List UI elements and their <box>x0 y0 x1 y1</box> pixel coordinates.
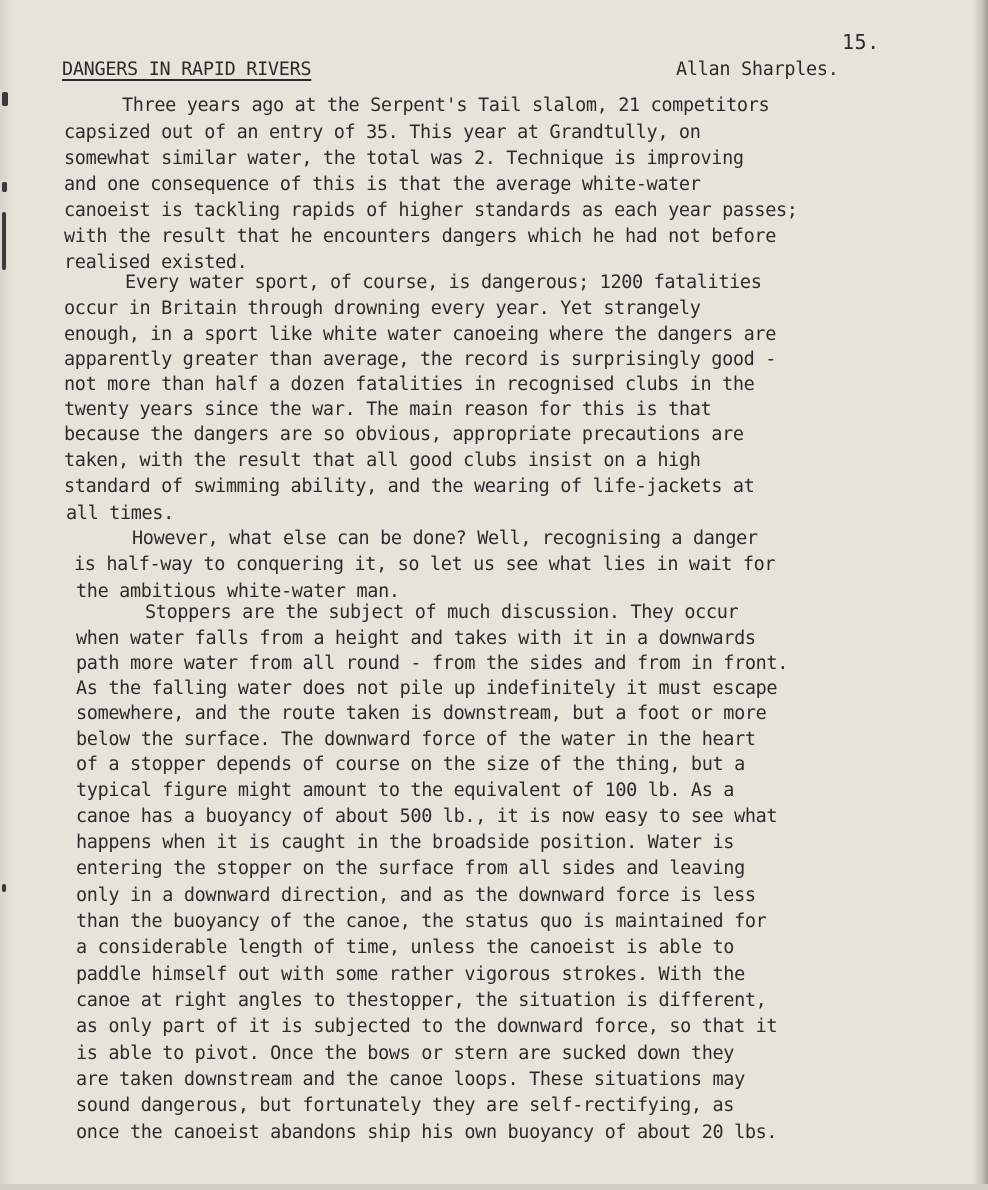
text-line: realised existed. <box>64 252 248 273</box>
page-number: 15. <box>842 30 880 54</box>
text-line: not more than half a dozen fatalities in recognised clubs in the <box>64 374 755 395</box>
text-line: twenty years since the war. The main reason for this is that <box>64 399 712 420</box>
page-bottom-edge <box>0 1184 988 1190</box>
text-line: below the surface. The downward force of the water in the heart <box>76 729 756 750</box>
text-line: Stoppers are the subject of much discussion. They occur <box>145 602 739 623</box>
text-line: happens when it is caught in the broadside position. Water is <box>76 832 735 853</box>
binding-mark <box>2 92 8 106</box>
text-line: when water falls from a height and takes with it in a downwards <box>76 628 756 649</box>
text-line: path more water from all round - from the sides and from in front. <box>76 653 789 674</box>
text-line: the ambitious white-water man. <box>76 581 400 602</box>
text-line: Every water sport, of course, is dangerous; 1200 fatalities <box>125 272 762 293</box>
text-line: with the result that he encounters dangers which he had not before <box>64 226 777 247</box>
text-line: capsized out of an entry of 35. This year at Grandtully, on <box>64 122 701 143</box>
text-line: somewhat similar water, the total was 2. Technique is improving <box>64 148 744 169</box>
text-line: are taken downstream and the canoe loops. These situations may <box>76 1069 745 1090</box>
article-author: Allan Sharples. <box>676 59 839 80</box>
text-line: and one consequence of this is that the average white-water <box>64 174 701 195</box>
binding-mark <box>2 182 7 192</box>
text-line: canoe has a buoyancy of about 500 lb., it is now easy to see what <box>76 806 778 827</box>
article-title: DANGERS IN RAPID RIVERS <box>62 59 312 80</box>
text-line: Three years ago at the Serpent's Tail slalom, 21 competitors <box>122 95 770 116</box>
text-line: a considerable length of time, unless the canoeist is able to <box>76 937 735 958</box>
text-line: typical figure might amount to the equivalent of 100 lb. As a <box>76 780 735 801</box>
text-line: is able to pivot. Once the bows or stern are sucked down they <box>76 1043 735 1064</box>
text-line: apparently greater than average, the record is surprisingly good - <box>64 349 777 370</box>
text-line: once the canoeist abandons ship his own buoyancy of about 20 lbs. <box>76 1122 778 1143</box>
text-line: only in a downward direction, and as the downward force is less <box>76 885 756 906</box>
text-line: standard of swimming ability, and the wearing of life-jackets at <box>64 476 755 497</box>
text-line: as only part of it is subjected to the downward force, so that it <box>76 1016 778 1037</box>
text-line: all times. <box>66 503 174 524</box>
text-line: canoe at right angles to thestopper, the situation is different, <box>76 990 767 1011</box>
page-edge-shadow <box>972 0 988 1190</box>
text-line: enough, in a sport like white water canoeing where the dangers are <box>64 324 777 345</box>
text-line: entering the stopper on the surface from all sides and leaving <box>76 858 745 879</box>
text-line: canoeist is tackling rapids of higher standards as each year passes; <box>64 200 798 221</box>
text-line: because the dangers are so obvious, appropriate precautions are <box>64 424 744 445</box>
text-line: However, what else can be done? Well, recognising a danger <box>132 528 758 549</box>
text-line: is half-way to conquering it, so let us see what lies in wait for <box>74 554 776 575</box>
text-line: of a stopper depends of course on the size of the thing, but a <box>76 754 745 775</box>
text-line: than the buoyancy of the canoe, the status quo is maintained for <box>76 911 767 932</box>
text-line: occur in Britain through drowning every year. Yet strangely <box>64 298 701 319</box>
left-binding-margin <box>0 0 14 1190</box>
text-line: sound dangerous, but fortunately they are self-rectifying, as <box>76 1095 735 1116</box>
text-line: somewhere, and the route taken is downstream, but a foot or more <box>76 703 767 724</box>
binding-mark <box>2 212 6 270</box>
text-line: paddle himself out with some rather vigorous strokes. With the <box>76 964 745 985</box>
text-line: As the falling water does not pile up indefinitely it must escape <box>76 678 778 699</box>
text-line: taken, with the result that all good clubs insist on a high <box>64 450 701 471</box>
binding-mark <box>2 884 6 892</box>
